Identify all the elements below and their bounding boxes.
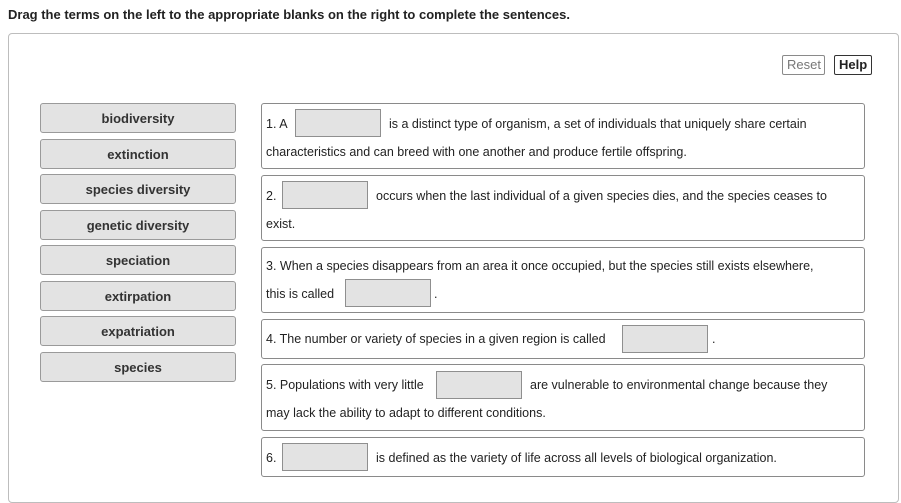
reset-button[interactable]: Reset [782, 55, 825, 75]
sentence-text: 4. The number or variety of species in a given region is called [266, 332, 606, 346]
drop-blank-1[interactable] [295, 109, 381, 137]
sentence-6 [261, 437, 865, 477]
sentence-1 [261, 103, 865, 169]
sentence-text: this is called [266, 287, 335, 301]
sentence-text: are vulnerable to environmental change because they [530, 378, 828, 392]
term-species[interactable] [40, 352, 236, 382]
term-extinction[interactable] [40, 139, 236, 169]
term-expatriation[interactable] [40, 316, 236, 346]
sentence-text: 3. When a species disappears from an area it once occupied, but the species still exists elsewhere, [266, 259, 814, 273]
drop-blank-3[interactable] [345, 279, 431, 307]
term-speciation[interactable] [40, 245, 236, 275]
sentence-5 [261, 364, 865, 431]
term-label: genetic diversity [86, 218, 190, 233]
sentence-text: occurs when the last individual of a given species dies, and the species ceases to [376, 189, 827, 203]
term-label: speciation [105, 253, 171, 268]
sentence-text: . [434, 287, 438, 301]
drop-blank-4[interactable] [622, 325, 708, 353]
term-label: expatriation [101, 324, 175, 339]
sentence-2 [261, 175, 865, 241]
sentence-text: is a distinct type of organism, a set of individuals that uniquely share certain [389, 117, 807, 131]
term-species-diversity[interactable] [40, 174, 236, 204]
term-extirpation[interactable] [40, 281, 236, 311]
term-genetic-diversity[interactable] [40, 210, 236, 240]
sentence-text: is defined as the variety of life across all levels of biological organization. [376, 451, 777, 465]
sentence-text: . [712, 332, 716, 346]
term-label: extinction [107, 147, 169, 162]
sentence-3 [261, 247, 865, 313]
sentence-text: 5. Populations with very little [266, 378, 424, 392]
sentence-text: exist. [266, 217, 296, 231]
drop-blank-2[interactable] [282, 181, 368, 209]
sentence-text: 2. [266, 189, 277, 203]
sentence-text: 1. A [266, 117, 288, 131]
term-label: biodiversity [101, 111, 175, 126]
sentence-text: 6. [266, 451, 277, 465]
term-label: species [114, 360, 162, 375]
sentence-4 [261, 319, 865, 359]
help-button[interactable]: Help [834, 55, 872, 75]
drop-blank-6[interactable] [282, 443, 368, 471]
term-biodiversity[interactable] [40, 103, 236, 133]
instructions-text: Drag the terms on the left to the appropriate blanks on the right to complete the sentences. [8, 7, 570, 22]
sentence-text: may lack the ability to adapt to different conditions. [266, 406, 546, 420]
term-label: species diversity [85, 182, 191, 197]
term-label: extirpation [104, 289, 172, 304]
drop-blank-5[interactable] [436, 371, 522, 399]
sentence-text: characteristics and can breed with one another and produce fertile offspring. [266, 145, 687, 159]
